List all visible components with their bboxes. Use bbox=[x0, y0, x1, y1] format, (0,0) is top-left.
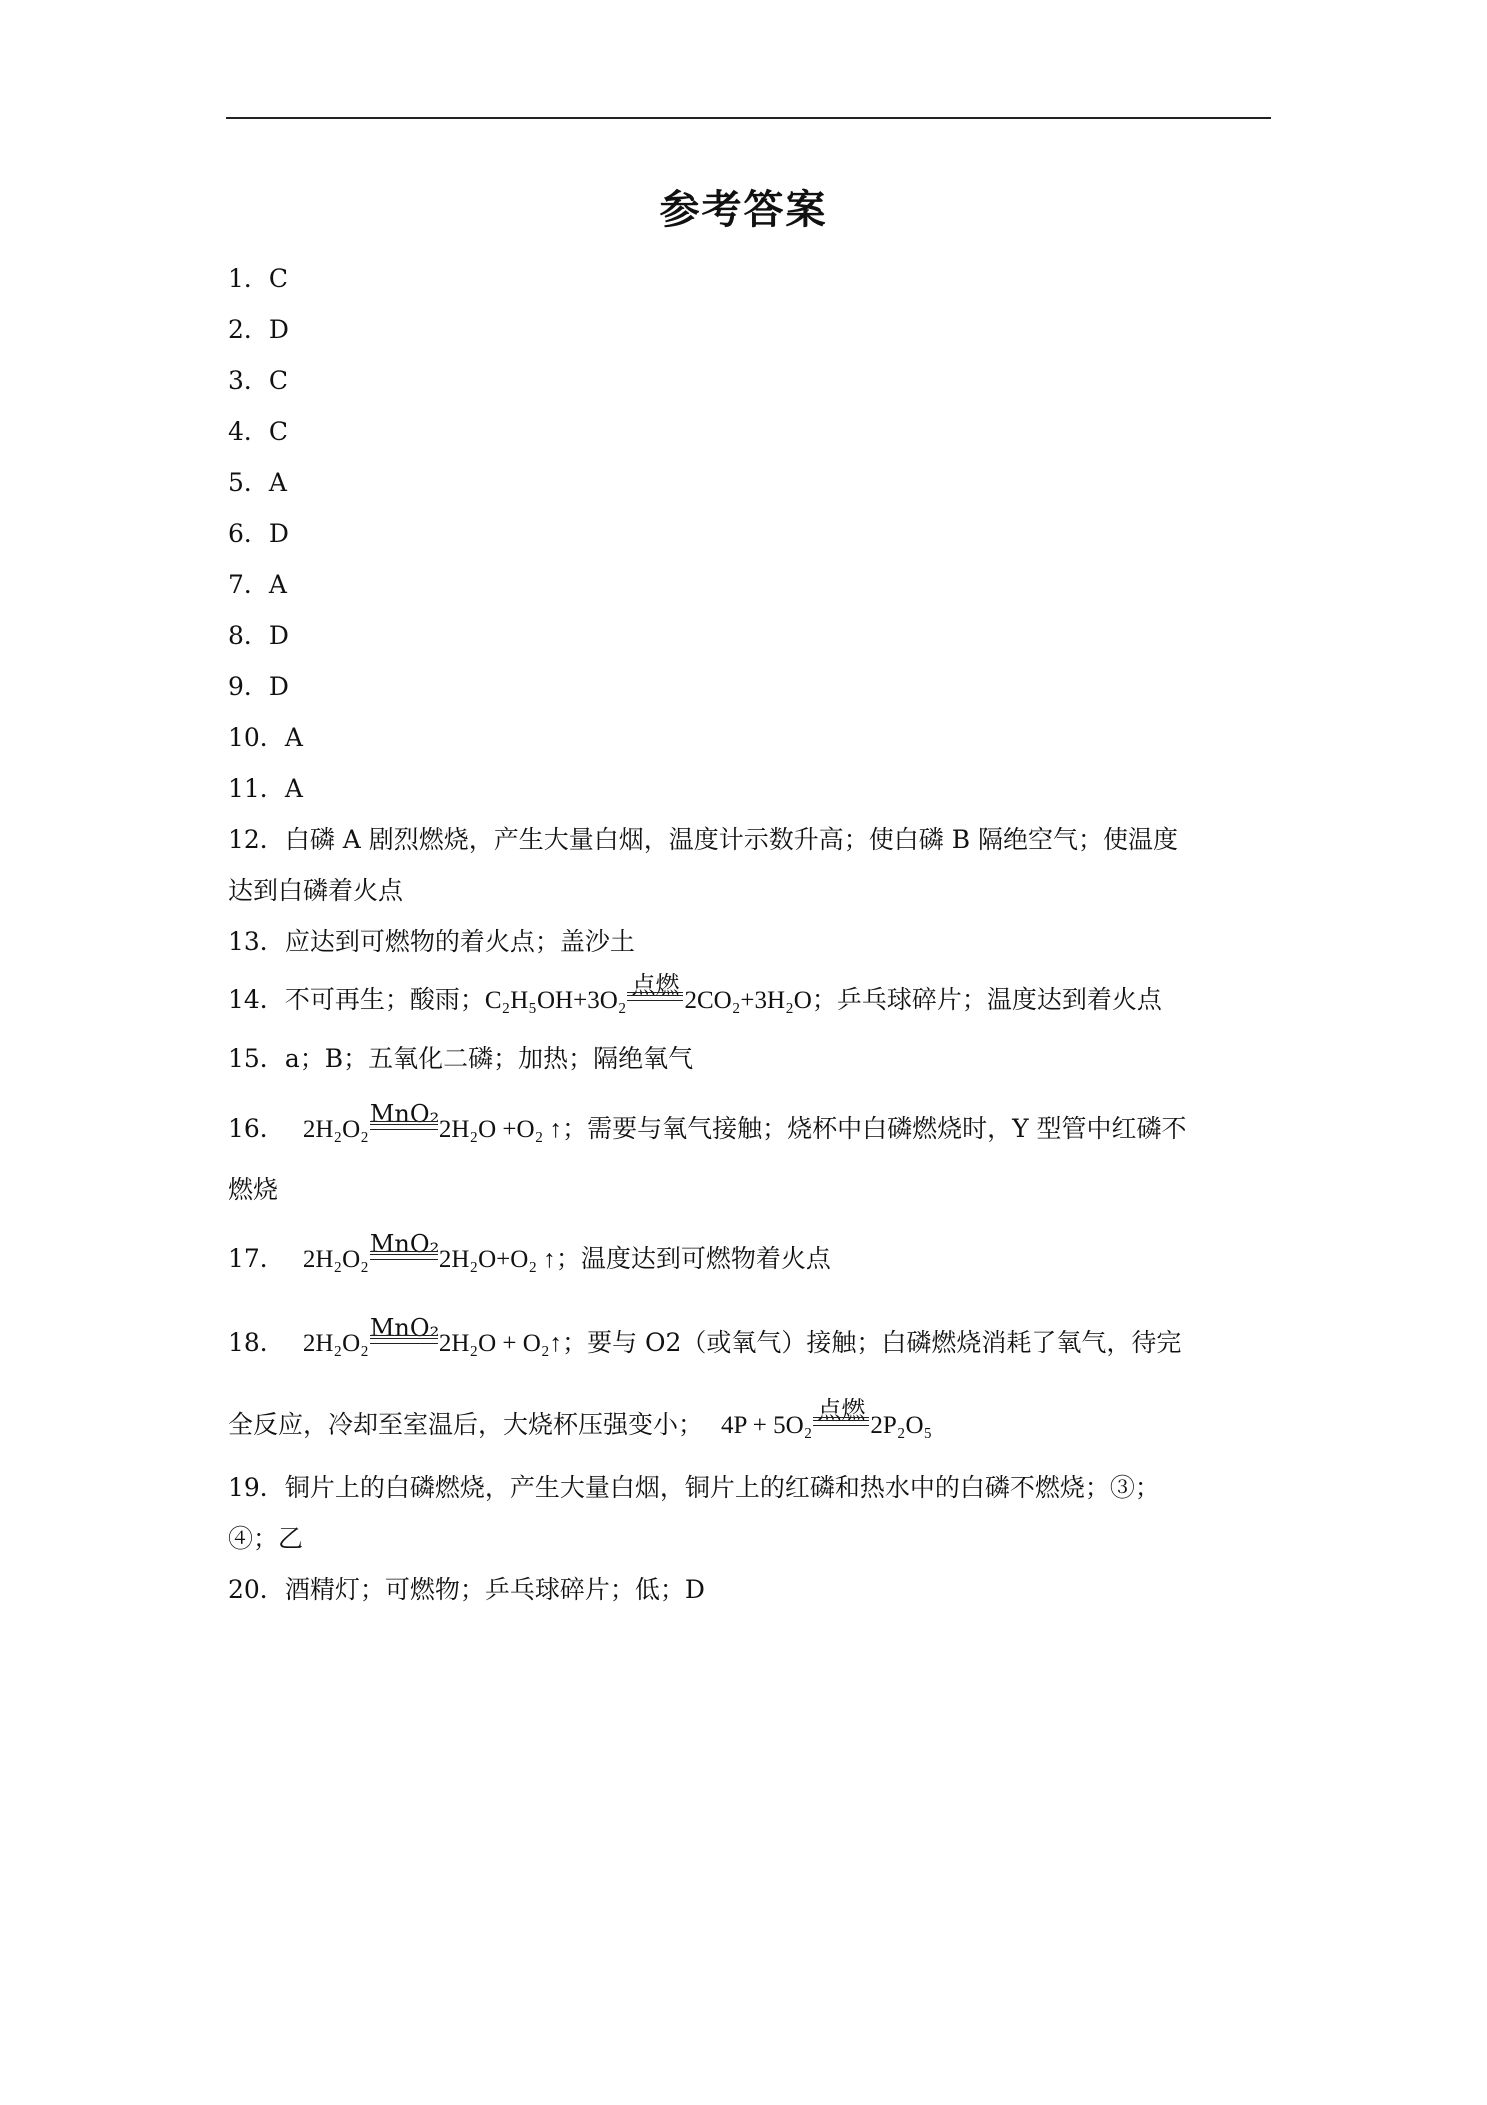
answer-text: D bbox=[268, 519, 289, 548]
answer-text: 白磷 A 剧烈燃烧，产生大量白烟，温度计示数升高；使白磷 B 隔绝空气；使温度 bbox=[284, 825, 1179, 854]
answer-number: 15． bbox=[228, 1044, 285, 1073]
answer-text: A bbox=[268, 570, 287, 599]
answer-item-16-continued: 燃烧 bbox=[228, 1175, 279, 1204]
equation-products: 2H₂O +O₂ ↑ bbox=[438, 1116, 563, 1143]
answer-number: 1． bbox=[228, 264, 269, 293]
equation-products: 2H₂O+O₂ ↑ bbox=[438, 1246, 556, 1273]
equals-sign bbox=[813, 1417, 869, 1426]
header-rule bbox=[226, 117, 1271, 119]
equation-reactants: 2H₂O₂ bbox=[302, 1330, 369, 1357]
answer-number: 20． bbox=[228, 1575, 285, 1604]
answer-text: D bbox=[268, 672, 289, 701]
answer-text: C bbox=[268, 417, 289, 446]
equals-sign bbox=[370, 1251, 438, 1260]
condition-label: MnO₂ bbox=[369, 1314, 440, 1342]
answer-item-13 bbox=[228, 929, 635, 954]
answer-item bbox=[228, 470, 287, 495]
answer-item bbox=[228, 725, 303, 750]
reaction-condition bbox=[369, 1100, 440, 1141]
answer-text: ；需要与氧气接触；烧杯中白磷燃烧时，Y 型管中红磷不 bbox=[562, 1114, 1187, 1143]
answer-text: A bbox=[268, 468, 287, 497]
condition-label: MnO₂ bbox=[369, 1100, 440, 1128]
answer-text: ；要与 O2（或氧气）接触；白磷燃烧消耗了氧气，待完 bbox=[562, 1328, 1182, 1357]
answer-item bbox=[228, 776, 303, 801]
answer-item-16 bbox=[228, 1100, 1187, 1143]
answer-number: 11． bbox=[228, 774, 285, 803]
answer-text: ；温度达到可燃物着火点 bbox=[555, 1244, 831, 1273]
answer-text: D bbox=[268, 621, 289, 650]
equals-sign bbox=[370, 1121, 438, 1130]
answer-item-18-continued bbox=[228, 1396, 933, 1439]
answer-item-18 bbox=[228, 1314, 1182, 1357]
answer-number: 5． bbox=[228, 468, 269, 497]
answer-item bbox=[228, 674, 289, 699]
equation-reactants: C₂H₅OH+3O₂ bbox=[484, 987, 627, 1014]
answer-number: 17． bbox=[228, 1244, 285, 1273]
reaction-condition bbox=[369, 1314, 440, 1355]
answer-text: 铜片上的白磷燃烧，产生大量白烟，铜片上的红磷和热水中的白磷不燃烧；③； bbox=[284, 1473, 1160, 1502]
answer-text: A bbox=[284, 774, 303, 803]
equation-products: 2P₂O₅ bbox=[870, 1412, 933, 1439]
answer-text: D bbox=[268, 315, 289, 344]
answer-number: 10． bbox=[228, 723, 285, 752]
answer-number: 8． bbox=[228, 621, 269, 650]
answer-number: 7． bbox=[228, 570, 269, 599]
answer-text: 应达到可燃物的着火点；盖沙土 bbox=[284, 927, 635, 956]
answer-number: 12． bbox=[228, 825, 285, 854]
answer-item-19 bbox=[228, 1475, 1160, 1500]
answer-item-20 bbox=[228, 1577, 705, 1602]
equation-products: 2H₂O + O₂↑ bbox=[438, 1330, 563, 1357]
answer-text: a；B；五氧化二磷；加热；隔绝氧气 bbox=[284, 1044, 694, 1073]
answer-item bbox=[228, 572, 287, 597]
equation-products: 2CO₂+3H₂O bbox=[684, 987, 812, 1014]
answer-text: ；乒乓球碎片；温度达到着火点 bbox=[811, 985, 1162, 1014]
page-title: 参考答案 bbox=[659, 187, 828, 233]
condition-label: MnO₂ bbox=[369, 1230, 440, 1258]
equals-sign bbox=[370, 1335, 438, 1344]
reaction-condition bbox=[369, 1230, 440, 1271]
condition-label: 点燃 bbox=[817, 1396, 866, 1424]
answer-item-12 bbox=[228, 827, 1178, 852]
answer-item-12-continued: 达到白磷着火点 bbox=[228, 876, 404, 905]
reaction-condition bbox=[627, 971, 683, 1012]
condition-label: 点燃 bbox=[631, 971, 680, 999]
equation-reactants: 4P + 5O₂ bbox=[721, 1412, 813, 1439]
reaction-condition bbox=[813, 1396, 869, 1437]
answer-number: 18． bbox=[228, 1328, 285, 1357]
answer-number: 3． bbox=[228, 366, 269, 395]
answer-number: 9． bbox=[228, 672, 269, 701]
answer-item bbox=[228, 266, 288, 291]
answer-number: 4． bbox=[228, 417, 269, 446]
answer-number: 16． bbox=[228, 1114, 285, 1143]
answer-text: C bbox=[268, 264, 289, 293]
answer-number: 6． bbox=[228, 519, 269, 548]
answer-number: 13． bbox=[228, 927, 285, 956]
answer-text: 酒精灯；可燃物；乒乓球碎片；低；D bbox=[284, 1575, 705, 1604]
answer-item-19-continued: ④；乙 bbox=[228, 1524, 304, 1553]
answer-item bbox=[228, 521, 289, 546]
answer-item-15 bbox=[228, 1046, 693, 1071]
answer-item bbox=[228, 623, 289, 648]
answer-item bbox=[228, 317, 289, 342]
equation-reactants: 2H₂O₂ bbox=[302, 1116, 369, 1143]
answer-number: 19． bbox=[228, 1473, 285, 1502]
answer-number: 14． bbox=[228, 985, 285, 1014]
answer-item bbox=[228, 419, 288, 444]
equals-sign bbox=[627, 992, 683, 1001]
answer-item bbox=[228, 368, 288, 393]
answer-item-14 bbox=[228, 971, 1162, 1014]
answer-text: A bbox=[284, 723, 303, 752]
answer-text: 不可再生；酸雨； bbox=[284, 985, 485, 1014]
equation-reactants: 2H₂O₂ bbox=[302, 1246, 369, 1273]
answer-item-17 bbox=[228, 1230, 831, 1273]
answer-text: 全反应，冷却至室温后，大烧杯压强变小； bbox=[228, 1410, 704, 1439]
answer-number: 2． bbox=[228, 315, 269, 344]
answer-text: C bbox=[268, 366, 289, 395]
